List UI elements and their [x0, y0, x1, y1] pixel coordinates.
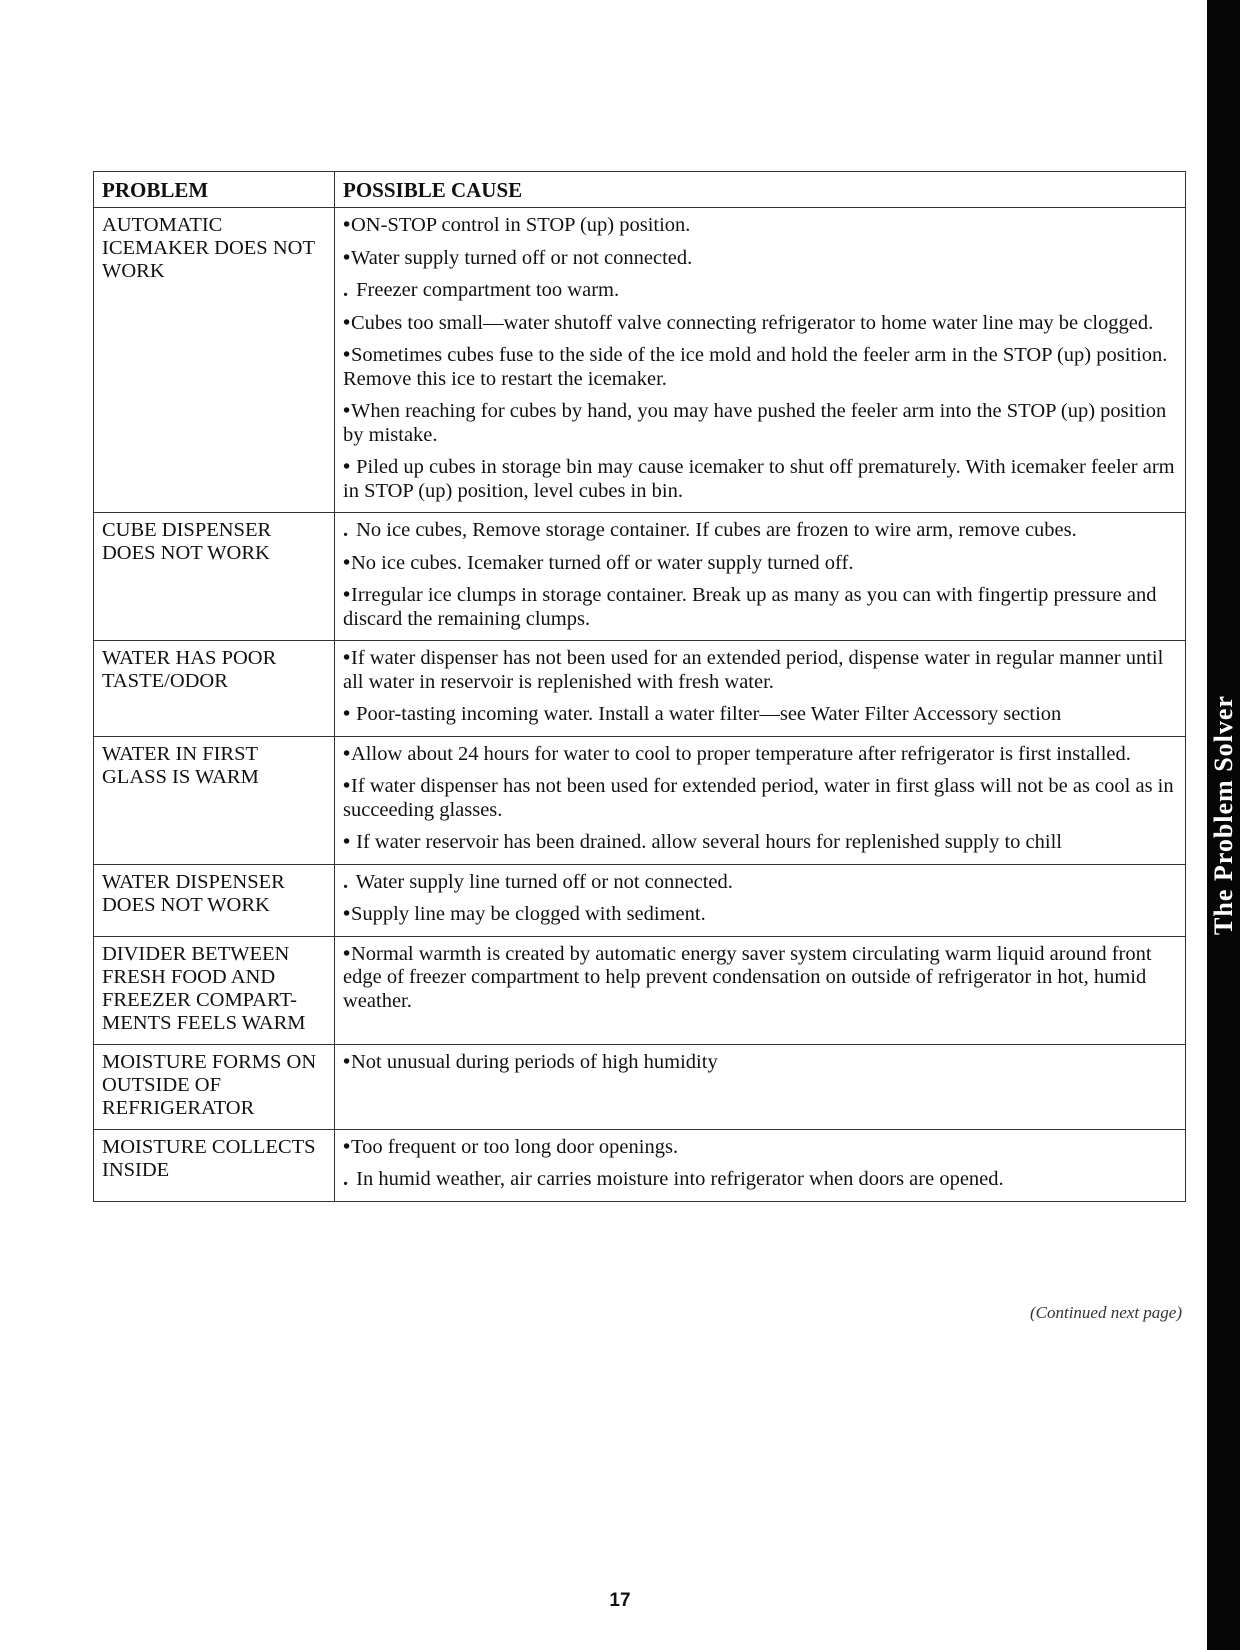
bullet-icon: • [343, 584, 351, 606]
cause-text: No ice cubes. Icemaker turned off or water supply turned off. [351, 551, 854, 574]
bullet-icon: • [343, 1050, 351, 1073]
cause-text: Allow about 24 hours for water to cool to proper temperature after refrigerator is first installed. [351, 742, 1131, 765]
bullet-icon: • [343, 246, 351, 269]
cause-cell [335, 208, 1186, 513]
cause-cell [335, 936, 1186, 1044]
cause-text: Too frequent or too long door openings. [351, 1135, 679, 1158]
bullet-icon: . [343, 1168, 349, 1190]
bullet-icon: • [343, 703, 351, 725]
bullet-icon: • [343, 1135, 351, 1158]
cause-item [343, 775, 1177, 822]
cause-text: No ice cubes, Remove storage container. If cubes are frozen to wire arm, remove cubes. [351, 519, 1077, 541]
bullet-icon: . [343, 870, 349, 893]
problem-cell: CUBE DISPENSER DOES NOT WORK [94, 513, 335, 641]
cause-item [343, 1168, 1177, 1192]
problem-cell: AUTOMATIC ICEMAKER DOES NOT WORK [94, 208, 335, 513]
cause-item [343, 279, 1177, 303]
bullet-icon: • [343, 831, 351, 853]
bullet-icon: • [343, 551, 351, 574]
cause-text: When reaching for cubes by hand, you may have pushed the feeler arm into the STOP (up) position by mistake. [343, 400, 1167, 446]
bullet-icon: . [343, 279, 349, 301]
cause-text: Freezer compartment too warm. [351, 279, 620, 301]
cause-text: Irregular ice clumps in storage container. Break up as many as you can with fingertip pressure and discard the remaining clumps. [343, 584, 1157, 630]
cause-item [343, 312, 1177, 336]
cause-text: If water dispenser has not been used for an extended period, dispense water in regular manner until all water in reservoir is replenished with fresh water. [343, 647, 1164, 693]
bullet-icon: • [343, 775, 351, 797]
bullet-icon: • [343, 456, 351, 478]
cause-text: Sometimes cubes fuse to the side of the ice mold and hold the feeler arm in the STOP (up) position. Remove this ice to restart the icemaker. [343, 344, 1168, 390]
side-tab [1207, 0, 1240, 1650]
problem-cell: DIVIDER BETWEEN FRESH FOOD AND FREEZER COMPART-MENTS FEELS WARM [94, 936, 335, 1044]
problem-cell: WATER HAS POOR TASTE/ODOR [94, 641, 335, 737]
cause-item [343, 519, 1177, 543]
cause-cell [335, 513, 1186, 641]
cause-cell [335, 736, 1186, 864]
table-row [94, 864, 1186, 936]
cause-text: If water reservoir has been drained. allow several hours for replenished supply to chill [351, 831, 1062, 853]
cause-item [343, 552, 1177, 576]
cause-text: Not unusual during periods of high humidity [351, 1050, 718, 1073]
cause-item [343, 831, 1177, 855]
cause-text: Water supply line turned off or not connected. [351, 870, 733, 893]
cause-item [343, 456, 1177, 503]
cause-item [343, 400, 1177, 447]
cause-cell [335, 1129, 1186, 1201]
cause-cell [335, 641, 1186, 737]
cause-item [343, 943, 1177, 1014]
table-row [94, 736, 1186, 864]
cause-text: ON-STOP control in STOP (up) position. [351, 214, 691, 236]
bullet-icon: • [343, 400, 351, 422]
problem-cell: WATER DISPENSER DOES NOT WORK [94, 864, 335, 936]
cause-item [343, 214, 1177, 238]
cause-item [343, 1051, 1177, 1075]
table-row [94, 1044, 1186, 1129]
table-row [94, 513, 1186, 641]
cause-text: Normal warmth is created by automatic energy saver system circulating warm liquid around front edge of freezer compartment to help prevent condensation on outside of refrigerator in hot, humid weather. [343, 942, 1152, 1012]
cause-text: Cubes too small—water shutoff valve connecting refrigerator to home water line may be clogged. [351, 311, 1154, 334]
table-header-row [94, 172, 1186, 208]
cause-text: Poor-tasting incoming water. Install a water filter—see Water Filter Accessory section [351, 703, 1062, 725]
table-row [94, 641, 1186, 737]
cause-item [343, 344, 1177, 391]
problem-cell: MOISTURE COLLECTS INSIDE [94, 1129, 335, 1201]
bullet-icon: • [343, 311, 351, 334]
header-problem: PROBLEM [94, 172, 335, 208]
bullet-icon: • [343, 647, 351, 669]
cause-text: Water supply turned off or not connected. [351, 246, 693, 269]
cause-item [343, 247, 1177, 271]
cause-item [343, 743, 1177, 767]
header-possible-cause: POSSIBLE CAUSE [335, 172, 1186, 208]
cause-text: In humid weather, air carries moisture into refrigerator when doors are opened. [351, 1168, 1004, 1190]
cause-cell [335, 864, 1186, 936]
cause-item [343, 703, 1177, 727]
table-body [94, 208, 1186, 1202]
table-row [94, 208, 1186, 513]
bullet-icon: • [343, 214, 351, 236]
bullet-icon: . [343, 519, 349, 541]
cause-item [343, 584, 1177, 631]
cause-text: Supply line may be clogged with sediment. [351, 903, 706, 925]
bullet-icon: • [343, 942, 351, 965]
problem-cell: WATER IN FIRST GLASS IS WARM [94, 736, 335, 864]
cause-item [343, 871, 1177, 895]
bullet-icon: • [343, 903, 351, 925]
cause-text: Piled up cubes in storage bin may cause icemaker to shut off prematurely. With icemaker feeler arm in STOP (up) position, level cubes in bin. [343, 456, 1175, 502]
table-row [94, 936, 1186, 1044]
troubleshooting-table [93, 171, 1186, 1202]
side-tab-label: The Problem Solver [1208, 695, 1238, 935]
bullet-icon: • [343, 344, 351, 366]
cause-item [343, 647, 1177, 694]
continued-note: (Continued next page) [1029, 1303, 1182, 1322]
page-number: 17 [609, 1590, 631, 1611]
bullet-icon: • [343, 742, 351, 765]
cause-item [343, 903, 1177, 927]
cause-cell [335, 1044, 1186, 1129]
problem-cell: MOISTURE FORMS ON OUTSIDE OF REFRIGERATOR [94, 1044, 335, 1129]
cause-item [343, 1136, 1177, 1160]
cause-text: If water dispenser has not been used for extended period, water in first glass will not be as cool as in succeeding glasses. [343, 775, 1174, 821]
table-row [94, 1129, 1186, 1201]
